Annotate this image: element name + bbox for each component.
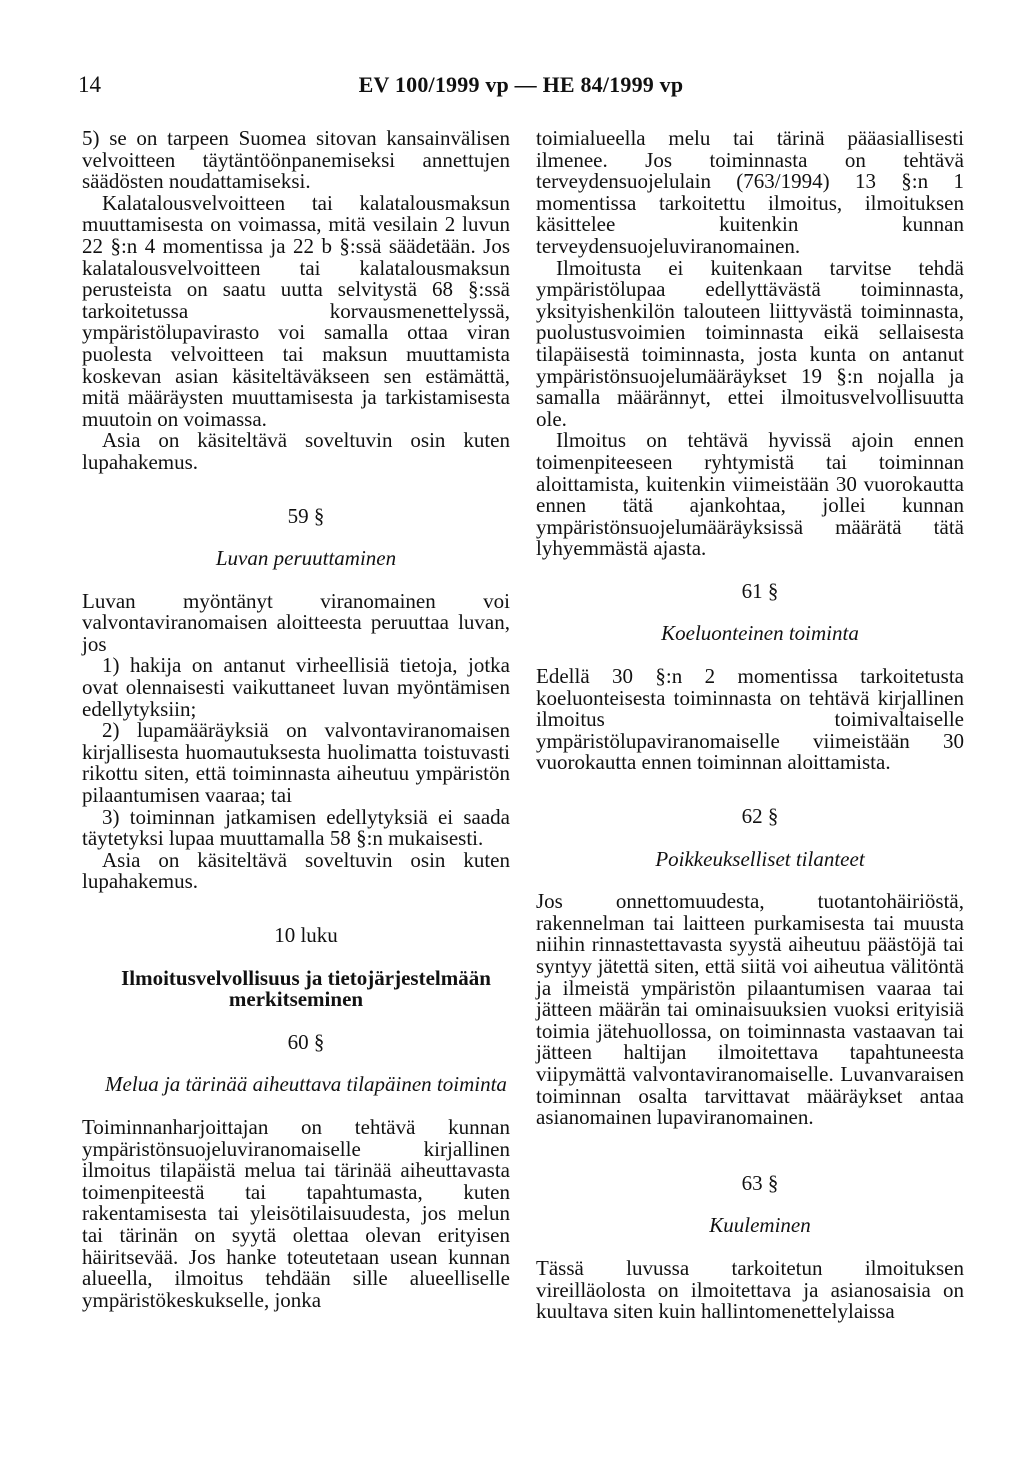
paragraph: Ilmoitus on tehtävä hyvissä ajoin ennen toimenpiteeseen ryhtymistä tai toiminnan aloittamista, kuitenkin viimeistään 30 vuorokautta ennen tätä ajankohtaa, jollei kunnan ympäristönsuojelumääräyksissä määrätä tätä lyhyemmästä ajasta. bbox=[536, 428, 964, 561]
paragraph: Asia on käsiteltävä soveltuvin osin kuten lupahakemus. bbox=[82, 428, 510, 474]
section-title: Koeluonteinen toiminta bbox=[661, 621, 859, 646]
section-number: 63 § bbox=[741, 1170, 779, 1195]
chapter-number: 10 luku bbox=[274, 923, 338, 947]
running-title: EV 100/1999 vp — HE 84/1999 vp bbox=[358, 72, 684, 97]
paragraph: Asia on käsiteltävä soveltuvin osin kuten lupahakemus. bbox=[82, 847, 510, 894]
section-number: 62 § bbox=[741, 804, 779, 829]
left-column bbox=[82, 128, 510, 1311]
paragraph: toimialueella melu tai tärinä pääasiallisesti ilmenee. Jos toiminnasta on tehtävä terveydensuojelulain (763/1994) 13 §:n 1 momentissa tarkoitettu ilmoitus, ilmoituksen käsittelee kuitenkin kunnan terveydensuojeluviranomainen. bbox=[536, 126, 964, 258]
paragraph: Jos onnettomuudesta, tuotantohäiriöstä, rakennelman tai laitteen purkamisesta tai muusta niihin rinnastettavasta syystä aiheutuu päästöjä tai syntyy jätettä siten, että siitä voi aiheutua välitöntä ja ilmeistä ympäristön pilaantumisen vaaraa tai jätteen määrän tai ominaisuuksien vuoksi erityisiä toimia jätehuollossa, on toiminnasta vastaavan tai jätteen haltijan ilmoitettava tapahtuneesta viipymättä valvontaviranomaiselle. Luvanvaraisen toiminnan osalta tarvittavat määräykset antaa asianomainen lupaviranomainen. bbox=[536, 889, 964, 1130]
chapter-title: Ilmoitusvelvollisuus ja tietojärjestelmään merkitseminen bbox=[121, 965, 491, 1012]
paragraph: 5) se on tarpeen Suomea sitovan kansainvälisen velvoitteen täytäntöönpanemiseksi annettujen säädösten noudattamiseksi. bbox=[82, 126, 510, 194]
paragraph: Tässä luvussa tarkoitetun ilmoituksen vireilläolosta on ilmoitettava ja asianosaisia on kuultava siten kuin hallintomenettelylaissa bbox=[536, 1255, 964, 1324]
section-title: Kuuleminen bbox=[709, 1213, 811, 1238]
paragraph: Ilmoitusta ei kuitenkaan tarvitse tehdä ympäristölupaa edellyttävästä toiminnasta, yksityishenkilön talouteen liittyvästä toiminnasta, puolustusvoimien toiminnasta eikä sellaisesta tilapäisestä toiminnasta, josta kunta on antanut ympäristönsuojelumääräykset 19 §:n nojalla ja samalla määrännyt, ettei ilmoitusvelvollisuutta ole. bbox=[536, 255, 964, 431]
list-item: 1) hakija on antanut virheellisiä tietoja, jotka ovat olennaisesti vaikuttaneet luvan myöntämisen edellytyksiin; bbox=[82, 653, 510, 721]
paragraph: Toiminnanharjoittajan on tehtävä kunnan ympäristönsuojeluviranomaiselle kirjallinen ilmoitus tilapäistä melua tai tärinää aiheuttavasta toimenpiteestä tai tapahtumasta, kuten rakentamisesta tai yleisötilaisuudesta, jos melun tai tärinän on syytä olettaa olevan erityisen häiritsevää. Jos hanke toteutetaan usean kunnan alueella, ilmoitus tehdään sille alueelliselle ympäristökeskukselle, jonka bbox=[82, 1114, 510, 1312]
list-item: 3) toiminnan jatkamisen edellytyksiä ei saada täytetyksi lupaa muuttamalla 58 §:n mukaisesti. bbox=[82, 804, 510, 851]
right-column bbox=[536, 128, 964, 1323]
list-item: 2) lupamääräyksiä on valvontaviranomaisen kirjallisesta huomautuksesta huolimatta toistuvasti rikottu siten, että toiminnasta aiheutuu ympäristön pilaantumisen vaaraa; tai bbox=[82, 718, 510, 808]
page-header bbox=[78, 72, 964, 106]
page-number: 14 bbox=[78, 72, 101, 97]
section-title: Poikkeukselliset tilanteet bbox=[655, 846, 865, 871]
section-number: 61 § bbox=[741, 578, 779, 603]
section-title: Luvan peruuttaminen bbox=[215, 546, 397, 571]
section-number: 60 § bbox=[287, 1029, 325, 1054]
section-title: Melua ja tärinää aiheuttava tilapäinen toiminta bbox=[105, 1072, 507, 1097]
section-number: 59 § bbox=[287, 503, 325, 528]
paragraph: Kalatalousvelvoitteen tai kalatalousmaksun muuttamisesta on voimassa, mitä vesilain 2 luvun 22 §:n 4 momentissa ja 22 b §:ssä säädetään. Jos kalatalousvelvoitteen tai kalatalousmaksun perusteista on saatu uutta selvitystä 68 §:ssä tarkoitetussa korvausmenettelyssä, ympäristölupavirasto voi samalla ottaa viran puolesta velvoitteen tai maksun muuttamista koskevan asian käsiteltäväkseen sen estämättä, mitä määräysten muuttamisesta ja tarkistamisesta muutoin on voimassa. bbox=[82, 190, 510, 431]
paragraph: Edellä 30 §:n 2 momentissa tarkoitetusta koeluonteisesta toiminnasta on tehtävä kirjallinen ilmoitus toimivaltaiselle ympäristölupaviranomaiselle viimeistään 30 vuorokautta ennen toiminnan aloittamista. bbox=[536, 664, 964, 775]
paragraph: Luvan myöntänyt viranomainen voi valvontaviranomaisen aloitteesta peruuttaa luvan, jos bbox=[82, 588, 510, 656]
